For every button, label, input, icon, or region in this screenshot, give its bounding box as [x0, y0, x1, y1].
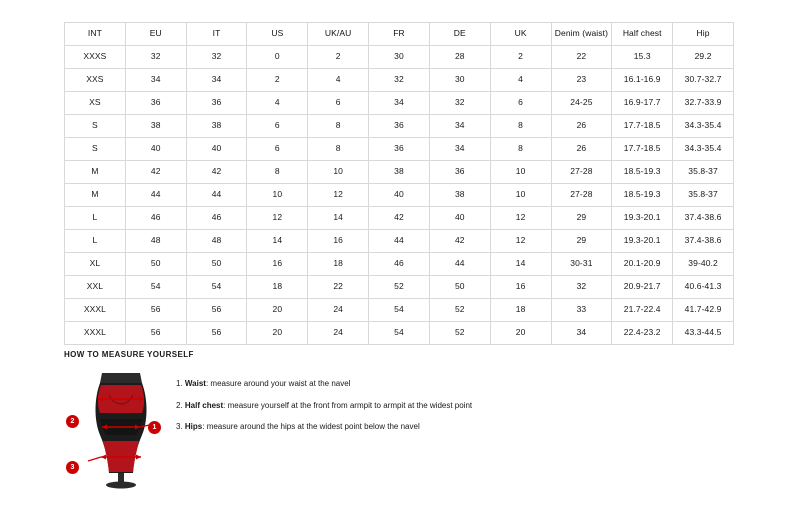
table-cell: S	[65, 115, 126, 138]
table-cell: 34	[186, 69, 247, 92]
table-header-cell: Denim (waist)	[551, 23, 612, 46]
table-cell: 16	[247, 253, 308, 276]
table-cell: 30	[429, 69, 490, 92]
table-cell: 54	[125, 276, 186, 299]
table-row	[65, 138, 734, 161]
table-cell: 22	[308, 276, 369, 299]
table-header-cell: IT	[186, 23, 247, 46]
table-row	[65, 92, 734, 115]
table-cell: 22.4-23.2	[612, 322, 673, 345]
table-cell: XXL	[65, 276, 126, 299]
table-cell: 33	[551, 299, 612, 322]
table-cell: 56	[186, 322, 247, 345]
table-cell: 20.1-20.9	[612, 253, 673, 276]
table-cell: 46	[186, 207, 247, 230]
table-cell: 38	[125, 115, 186, 138]
measure-note-index: 1.	[176, 379, 185, 388]
table-cell: 2	[247, 69, 308, 92]
table-cell: XXXS	[65, 46, 126, 69]
measure-badge-2: 2	[66, 415, 79, 428]
table-cell: 12	[247, 207, 308, 230]
table-cell: 36	[186, 92, 247, 115]
table-cell: 12	[308, 184, 369, 207]
measure-note-label: Waist	[184, 379, 206, 388]
table-cell: 26	[551, 115, 612, 138]
table-cell: 32	[125, 46, 186, 69]
table-cell: 10	[490, 161, 551, 184]
table-cell: 36	[429, 161, 490, 184]
table-cell: 6	[247, 138, 308, 161]
table-cell: 30	[369, 46, 430, 69]
table-cell: 56	[125, 322, 186, 345]
table-cell: 21.7-22.4	[612, 299, 673, 322]
table-cell: 20	[247, 299, 308, 322]
table-cell: 32	[551, 276, 612, 299]
table-cell: 23	[551, 69, 612, 92]
table-cell: 36	[369, 115, 430, 138]
table-cell: 8	[490, 115, 551, 138]
table-cell: 40	[125, 138, 186, 161]
table-cell: 36	[369, 138, 430, 161]
table-cell: 54	[369, 299, 430, 322]
table-cell: 29	[551, 230, 612, 253]
table-cell: 42	[429, 230, 490, 253]
table-cell: 18.5-19.3	[612, 184, 673, 207]
table-cell: 44	[186, 184, 247, 207]
table-cell: 38	[369, 161, 430, 184]
how-to-measure-section	[64, 350, 734, 489]
table-cell: 52	[429, 322, 490, 345]
table-cell: 18.5-19.3	[612, 161, 673, 184]
table-cell: M	[65, 161, 126, 184]
table-cell: 42	[125, 161, 186, 184]
table-cell: 24	[308, 322, 369, 345]
table-header-cell: UK	[490, 23, 551, 46]
size-table	[64, 22, 734, 345]
table-cell: 12	[490, 230, 551, 253]
table-row	[65, 322, 734, 345]
table-cell: 10	[308, 161, 369, 184]
how-to-measure-title: HOW TO MEASURE YOURSELF	[64, 350, 194, 359]
table-cell: 34	[125, 69, 186, 92]
table-header-cell: FR	[369, 23, 430, 46]
table-header-cell: Half chest	[612, 23, 673, 46]
table-cell: 50	[186, 253, 247, 276]
table-cell: 34.3-35.4	[673, 138, 734, 161]
table-cell: 16.9-17.7	[612, 92, 673, 115]
table-cell: 18	[308, 253, 369, 276]
table-cell: 16.1-16.9	[612, 69, 673, 92]
table-cell: L	[65, 230, 126, 253]
size-table-body	[65, 46, 734, 345]
table-cell: 27-28	[551, 184, 612, 207]
table-cell: 14	[247, 230, 308, 253]
table-cell: 44	[369, 230, 430, 253]
table-row	[65, 46, 734, 69]
measure-notes	[176, 369, 734, 444]
table-cell: 26	[551, 138, 612, 161]
table-cell: 27-28	[551, 161, 612, 184]
table-row	[65, 184, 734, 207]
table-cell: 20	[490, 322, 551, 345]
table-cell: 2	[490, 46, 551, 69]
table-cell: XXS	[65, 69, 126, 92]
table-cell: 35.8-37	[673, 184, 734, 207]
table-cell: 30-31	[551, 253, 612, 276]
table-row	[65, 69, 734, 92]
table-cell: 38	[429, 184, 490, 207]
table-cell: 22	[551, 46, 612, 69]
table-cell: 24	[308, 299, 369, 322]
table-cell: 14	[490, 253, 551, 276]
table-cell: 34	[429, 115, 490, 138]
table-cell: M	[65, 184, 126, 207]
table-row	[65, 299, 734, 322]
table-cell: 8	[308, 115, 369, 138]
table-cell: 39-40.2	[673, 253, 734, 276]
table-row	[65, 276, 734, 299]
measure-note	[176, 422, 734, 432]
table-cell: 10	[490, 184, 551, 207]
measure-badge-3: 3	[66, 461, 79, 474]
measure-note-label: Hips	[184, 422, 203, 432]
table-row	[65, 115, 734, 138]
table-cell: 16	[490, 276, 551, 299]
table-cell: 18	[247, 276, 308, 299]
table-header-cell: EU	[125, 23, 186, 46]
table-cell: 32	[429, 92, 490, 115]
table-cell: 34	[369, 92, 430, 115]
size-table-container	[64, 22, 734, 345]
table-cell: XL	[65, 253, 126, 276]
table-cell: 34.3-35.4	[673, 115, 734, 138]
table-cell: 32.7-33.9	[673, 92, 734, 115]
measure-note-text: : measure around your waist at the navel	[205, 379, 351, 388]
table-cell: 20.9-21.7	[612, 276, 673, 299]
table-cell: 8	[490, 138, 551, 161]
table-cell: 19.3-20.1	[612, 207, 673, 230]
table-cell: 54	[186, 276, 247, 299]
table-cell: 29	[551, 207, 612, 230]
table-cell: 6	[247, 115, 308, 138]
how-to-measure-body	[64, 369, 734, 489]
table-cell: 24-25	[551, 92, 612, 115]
table-cell: 6	[308, 92, 369, 115]
table-cell: 2	[308, 46, 369, 69]
table-row	[65, 161, 734, 184]
measure-badge-1: 1	[148, 421, 161, 434]
table-cell: 52	[429, 299, 490, 322]
table-cell: 42	[186, 161, 247, 184]
table-header-cell: Hip	[673, 23, 734, 46]
table-cell: 17.7-18.5	[612, 138, 673, 161]
table-cell: 32	[369, 69, 430, 92]
table-cell: 56	[186, 299, 247, 322]
table-cell: XXXL	[65, 299, 126, 322]
table-cell: 52	[369, 276, 430, 299]
table-cell: 15.3	[612, 46, 673, 69]
table-cell: 19.3-20.1	[612, 230, 673, 253]
table-cell: 56	[125, 299, 186, 322]
table-cell: 30.7-32.7	[673, 69, 734, 92]
table-cell: 17.7-18.5	[612, 115, 673, 138]
table-cell: 44	[125, 184, 186, 207]
measure-note-label: Half chest	[184, 400, 224, 410]
measure-note	[176, 379, 734, 389]
table-cell: 46	[369, 253, 430, 276]
measure-note-index: 2.	[176, 400, 185, 410]
table-cell: XS	[65, 92, 126, 115]
table-cell: 50	[429, 276, 490, 299]
table-cell: 43.3-44.5	[673, 322, 734, 345]
table-header-cell: INT	[65, 23, 126, 46]
table-cell: 36	[125, 92, 186, 115]
table-header-cell: US	[247, 23, 308, 46]
table-cell: 6	[490, 92, 551, 115]
table-cell: 32	[186, 46, 247, 69]
table-header-cell: DE	[429, 23, 490, 46]
table-cell: 16	[308, 230, 369, 253]
table-header-row	[65, 23, 734, 46]
table-row	[65, 230, 734, 253]
table-cell: 34	[551, 322, 612, 345]
table-cell: 35.8-37	[673, 161, 734, 184]
table-cell: 8	[247, 161, 308, 184]
table-cell: 29.2	[673, 46, 734, 69]
table-cell: 37.4-38.6	[673, 207, 734, 230]
table-cell: 4	[490, 69, 551, 92]
table-cell: 14	[308, 207, 369, 230]
table-cell: 4	[247, 92, 308, 115]
table-cell: 28	[429, 46, 490, 69]
table-cell: 38	[186, 115, 247, 138]
measure-note-text: : measure yourself at the front from armpit to armpit at the widest point	[223, 400, 473, 410]
table-cell: 50	[125, 253, 186, 276]
table-cell: 44	[429, 253, 490, 276]
table-cell: 12	[490, 207, 551, 230]
table-cell: 37.4-38.6	[673, 230, 734, 253]
table-cell: 10	[247, 184, 308, 207]
table-cell: 46	[125, 207, 186, 230]
measure-note-index: 3.	[176, 422, 185, 432]
table-cell: 4	[308, 69, 369, 92]
table-row	[65, 207, 734, 230]
table-cell: 40	[429, 207, 490, 230]
measure-note-text: : measure around the hips at the widest point below the navel	[202, 422, 420, 432]
size-table-head	[65, 23, 734, 46]
table-cell: 34	[429, 138, 490, 161]
table-cell: S	[65, 138, 126, 161]
table-cell: 0	[247, 46, 308, 69]
table-cell: XXXL	[65, 322, 126, 345]
table-cell: 18	[490, 299, 551, 322]
table-row	[65, 253, 734, 276]
table-header-cell: UK/AU	[308, 23, 369, 46]
table-cell: 41.7-42.9	[673, 299, 734, 322]
table-cell: 8	[308, 138, 369, 161]
table-cell: 40.6-41.3	[673, 276, 734, 299]
table-cell: 42	[369, 207, 430, 230]
measure-note	[176, 401, 734, 411]
table-cell: 54	[369, 322, 430, 345]
table-cell: 48	[186, 230, 247, 253]
table-cell: 48	[125, 230, 186, 253]
table-cell: 40	[369, 184, 430, 207]
table-cell: L	[65, 207, 126, 230]
table-cell: 40	[186, 138, 247, 161]
table-cell: 20	[247, 322, 308, 345]
mannequin-figure-container	[64, 369, 176, 489]
